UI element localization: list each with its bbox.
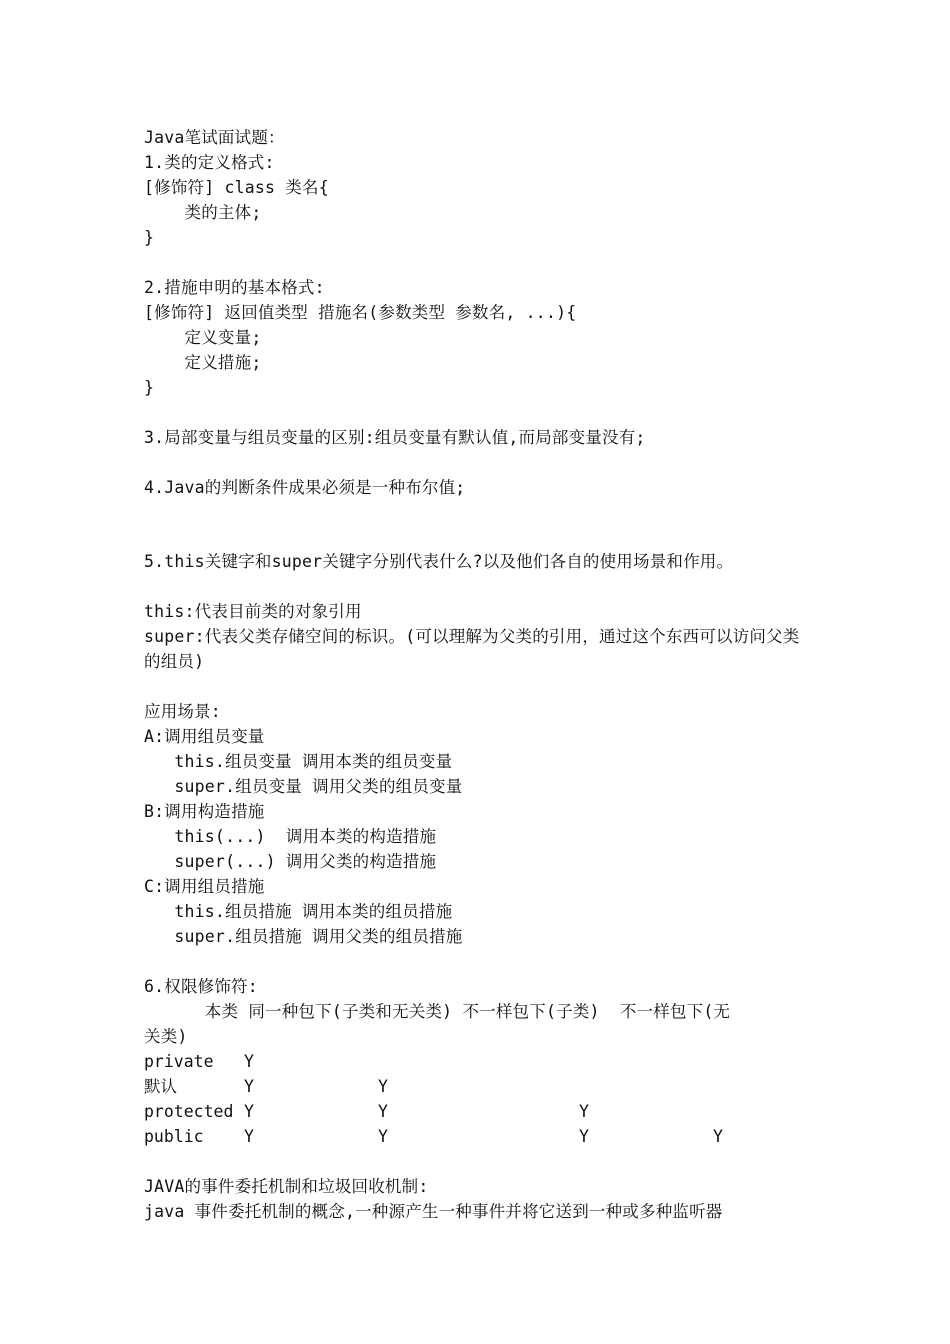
q1-line: } [144,228,155,247]
q2-line: [修饰符] 返回值类型 措施名(参数类型 参数名, ...){ [144,303,577,322]
q1-line: [修饰符] class 类名{ [144,178,329,197]
access-mark: Y [378,1077,388,1096]
q1-heading: 1.类的定义格式: [144,153,275,172]
q6-heading: 6.权限修饰符: [144,977,258,996]
usage-line: super.组员变量 调用父类的组员变量 [144,777,463,796]
usage-line: super(...) 调用父类的构造措施 [144,852,437,871]
usage-line: super.组员措施 调用父类的组员措施 [144,927,463,946]
q2-line: 定义措施; [144,353,262,372]
q2-heading: 2.措施申明的基本格式: [144,278,325,297]
modifier-name: public [144,1127,204,1146]
access-mark: Y [244,1102,254,1121]
q3-text: 3.局部变量与组员变量的区别:组员变量有默认值,而局部变量没有; [144,428,646,447]
modifier-name: private [144,1052,214,1071]
modifier-name: protected [144,1102,234,1121]
access-mark: Y [713,1127,723,1146]
usage-line: this.组员措施 调用本类的组员措施 [144,902,453,921]
access-table-header: 本类 同一种包下(子类和无关类) 不一样包下(子类) 不一样包下(无 [144,1002,731,1021]
access-mark: Y [244,1077,254,1096]
usage-line: A:调用组员变量 [144,727,265,746]
q7-heading: JAVA的事件委托机制和垃圾回收机制: [144,1177,429,1196]
access-table-header-cont: 关类) [144,1027,188,1046]
access-mark: Y [378,1127,388,1146]
q2-line: 定义变量; [144,328,262,347]
access-mark: Y [378,1102,388,1121]
q7-line: java 事件委托机制的概念,一种源产生一种事件并将它送到一种或多种监听器 [144,1202,723,1221]
q1-line: 类的主体; [144,203,262,222]
access-mark: Y [579,1102,589,1121]
document-title: Java笔试面试题： [144,128,285,147]
usage-title: 应用场景: [144,702,221,721]
q4-text: 4.Java的判断条件成果必须是一种布尔值; [144,478,466,497]
usage-line: C:调用组员措施 [144,877,265,896]
q2-line: } [144,378,155,397]
usage-line: this.组员变量 调用本类的组员变量 [144,752,453,771]
usage-line: B:调用构造措施 [144,802,265,821]
usage-line: this(...) 调用本类的构造措施 [144,827,437,846]
access-mark: Y [244,1052,254,1071]
q5-heading: 5.this关键字和super关键字分别代表什么?以及他们各自的使用场景和作用。 [144,552,734,571]
access-mark: Y [579,1127,589,1146]
this-definition: this:代表目前类的对象引用 [144,602,362,621]
access-mark: Y [244,1127,254,1146]
super-definition: super:代表父类存储空间的标识。(可以理解为父类的引用，通过这个东西可以访问父类的组员) [144,627,800,671]
modifier-name: 默认 [144,1077,177,1096]
